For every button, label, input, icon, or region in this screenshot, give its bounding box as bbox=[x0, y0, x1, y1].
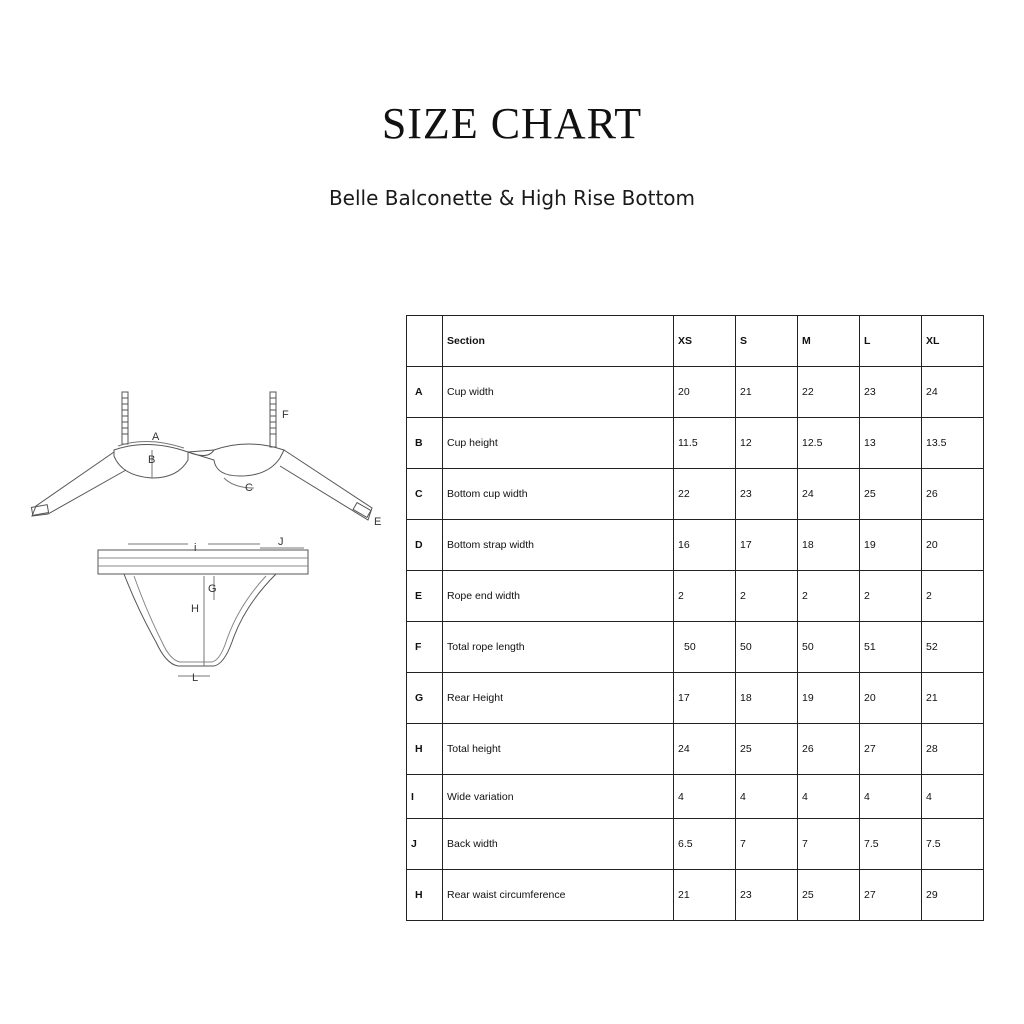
table-row bbox=[407, 571, 984, 622]
label-e: E bbox=[374, 516, 382, 528]
row-code: F bbox=[407, 622, 443, 673]
cell-s: 7 bbox=[736, 819, 798, 870]
table-row bbox=[407, 775, 984, 819]
header-l: L bbox=[860, 316, 922, 367]
cell-s: 25 bbox=[736, 724, 798, 775]
row-code: E bbox=[407, 571, 443, 622]
cell-s: 17 bbox=[736, 520, 798, 571]
table-row bbox=[407, 673, 984, 724]
cell-xl: 29 bbox=[922, 870, 984, 921]
cell-s: 12 bbox=[736, 418, 798, 469]
bra-right-strap bbox=[270, 392, 276, 447]
cell-m: 26 bbox=[798, 724, 860, 775]
cell-m: 22 bbox=[798, 367, 860, 418]
label-g: G bbox=[208, 583, 217, 595]
cell-l: 23 bbox=[860, 367, 922, 418]
cell-l: 2 bbox=[860, 571, 922, 622]
row-section: Rear Height bbox=[443, 673, 674, 724]
row-section: Back width bbox=[443, 819, 674, 870]
table-row bbox=[407, 367, 984, 418]
header-xs: XS bbox=[674, 316, 736, 367]
cell-xs: 2 bbox=[674, 571, 736, 622]
cell-xs: 22 bbox=[674, 469, 736, 520]
row-code: D bbox=[407, 520, 443, 571]
cell-s: 21 bbox=[736, 367, 798, 418]
row-code: I bbox=[407, 775, 443, 819]
cell-xs: 11.5 bbox=[674, 418, 736, 469]
table-row bbox=[407, 520, 984, 571]
cell-l: 4 bbox=[860, 775, 922, 819]
row-code: H bbox=[407, 870, 443, 921]
bra-cups bbox=[114, 441, 284, 478]
cell-s: 23 bbox=[736, 469, 798, 520]
cell-xl: 7.5 bbox=[922, 819, 984, 870]
table-row bbox=[407, 724, 984, 775]
label-j: J bbox=[278, 536, 284, 548]
row-section: Cup width bbox=[443, 367, 674, 418]
cell-m: 50 bbox=[798, 622, 860, 673]
label-l: L bbox=[192, 672, 199, 684]
header-section: Section bbox=[443, 316, 674, 367]
row-code: G bbox=[407, 673, 443, 724]
header-code bbox=[407, 316, 443, 367]
cell-xs: 50 bbox=[674, 622, 736, 673]
cell-xs: 6.5 bbox=[674, 819, 736, 870]
bra-left-strap bbox=[122, 392, 128, 444]
row-section: Bottom strap width bbox=[443, 520, 674, 571]
cell-m: 25 bbox=[798, 870, 860, 921]
table-header-row bbox=[407, 316, 984, 367]
row-code: H bbox=[407, 724, 443, 775]
row-section: Rear waist circumference bbox=[443, 870, 674, 921]
cell-xl: 28 bbox=[922, 724, 984, 775]
row-code: B bbox=[407, 418, 443, 469]
header-s: S bbox=[736, 316, 798, 367]
cell-xs: 24 bbox=[674, 724, 736, 775]
table-row bbox=[407, 469, 984, 520]
cell-m: 19 bbox=[798, 673, 860, 724]
table-row bbox=[407, 622, 984, 673]
cell-m: 2 bbox=[798, 571, 860, 622]
cell-l: 7.5 bbox=[860, 819, 922, 870]
cell-s: 23 bbox=[736, 870, 798, 921]
cell-xs: 17 bbox=[674, 673, 736, 724]
cell-xl: 21 bbox=[922, 673, 984, 724]
label-i: i bbox=[194, 542, 197, 554]
cell-m: 18 bbox=[798, 520, 860, 571]
row-section: Rope end width bbox=[443, 571, 674, 622]
cell-xs: 21 bbox=[674, 870, 736, 921]
garment-diagram-svg bbox=[28, 380, 392, 690]
header-m: M bbox=[798, 316, 860, 367]
label-h: H bbox=[191, 603, 199, 615]
cell-xs: 4 bbox=[674, 775, 736, 819]
label-a: A bbox=[152, 431, 160, 443]
cell-l: 20 bbox=[860, 673, 922, 724]
row-section: Wide variation bbox=[443, 775, 674, 819]
header-xl: XL bbox=[922, 316, 984, 367]
row-section: Total height bbox=[443, 724, 674, 775]
cell-s: 4 bbox=[736, 775, 798, 819]
cell-m: 12.5 bbox=[798, 418, 860, 469]
table-row bbox=[407, 819, 984, 870]
label-b: B bbox=[148, 454, 156, 466]
cell-s: 18 bbox=[736, 673, 798, 724]
row-section: Cup height bbox=[443, 418, 674, 469]
cell-s: 50 bbox=[736, 622, 798, 673]
page-title: SIZE CHART bbox=[381, 99, 643, 148]
bra-bands bbox=[31, 450, 372, 520]
cell-l: 27 bbox=[860, 724, 922, 775]
cell-xl: 24 bbox=[922, 367, 984, 418]
garment-diagram bbox=[28, 380, 392, 690]
row-code: A bbox=[407, 367, 443, 418]
row-section: Bottom cup width bbox=[443, 469, 674, 520]
cell-l: 19 bbox=[860, 520, 922, 571]
cell-xl: 2 bbox=[922, 571, 984, 622]
table-row bbox=[407, 870, 984, 921]
size-table bbox=[406, 315, 984, 921]
cell-l: 51 bbox=[860, 622, 922, 673]
cell-xl: 20 bbox=[922, 520, 984, 571]
cell-xl: 13.5 bbox=[922, 418, 984, 469]
cell-l: 13 bbox=[860, 418, 922, 469]
page-subtitle: Belle Balconette & High Rise Bottom bbox=[328, 186, 696, 210]
row-code: J bbox=[407, 819, 443, 870]
table-row bbox=[407, 418, 984, 469]
row-code: C bbox=[407, 469, 443, 520]
cell-xs: 16 bbox=[674, 520, 736, 571]
cell-m: 7 bbox=[798, 819, 860, 870]
cell-xl: 4 bbox=[922, 775, 984, 819]
label-f: F bbox=[282, 409, 289, 421]
row-section: Total rope length bbox=[443, 622, 674, 673]
label-c: C bbox=[245, 482, 253, 494]
cell-xl: 26 bbox=[922, 469, 984, 520]
cell-m: 24 bbox=[798, 469, 860, 520]
cell-xl: 52 bbox=[922, 622, 984, 673]
cell-m: 4 bbox=[798, 775, 860, 819]
cell-xs: 20 bbox=[674, 367, 736, 418]
brief-bottom bbox=[98, 544, 308, 676]
cell-s: 2 bbox=[736, 571, 798, 622]
cell-l: 27 bbox=[860, 870, 922, 921]
cell-l: 25 bbox=[860, 469, 922, 520]
